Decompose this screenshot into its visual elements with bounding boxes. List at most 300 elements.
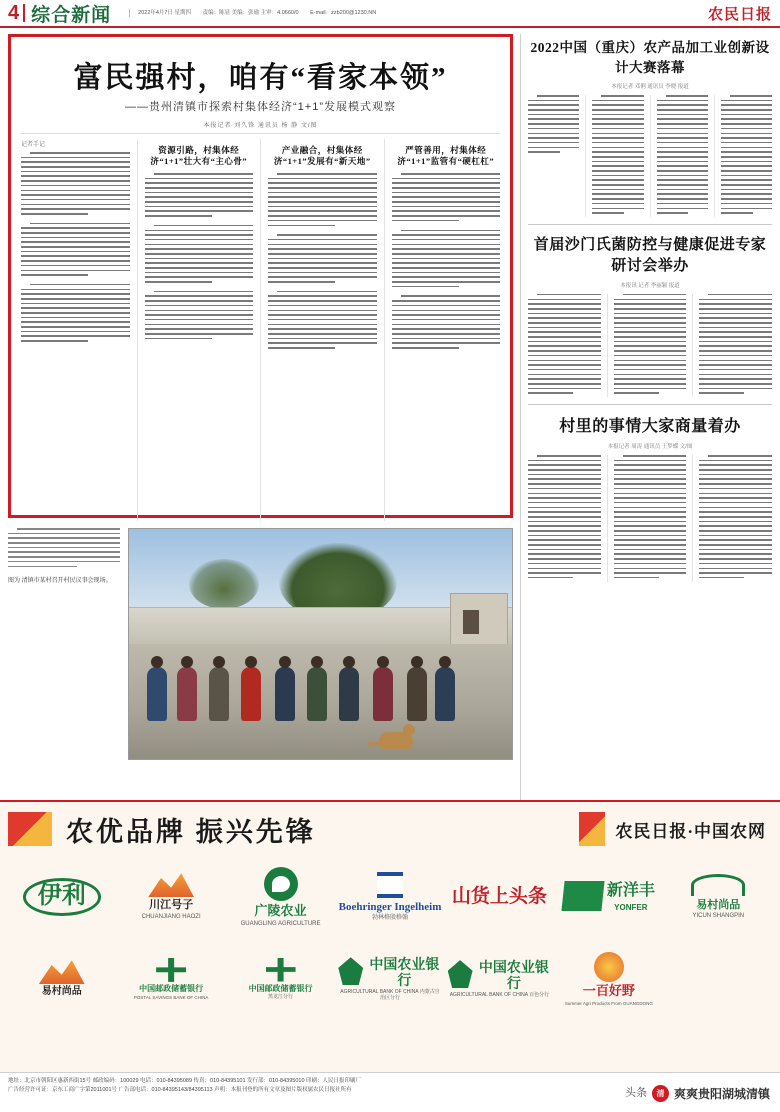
text-line xyxy=(392,262,501,264)
text-line xyxy=(392,300,501,302)
text-line xyxy=(721,128,772,130)
text-line xyxy=(528,568,601,570)
text-line xyxy=(528,308,601,310)
sponsor-logo-name: 广陵农业 xyxy=(254,902,307,918)
text-line xyxy=(614,327,687,329)
text-line xyxy=(528,104,579,106)
text-line xyxy=(392,196,501,198)
text-line xyxy=(699,525,772,527)
text-line xyxy=(145,338,212,340)
text-line xyxy=(21,157,130,159)
sponsor-logo[interactable] xyxy=(10,858,113,936)
text-line xyxy=(392,182,501,184)
advertisement-banner xyxy=(0,800,780,1072)
text-line xyxy=(145,201,254,203)
text-line xyxy=(268,244,377,246)
text-line xyxy=(528,118,579,120)
text-line xyxy=(401,173,501,175)
text-line xyxy=(145,210,254,212)
text-line xyxy=(657,165,708,167)
right-zone xyxy=(528,34,772,808)
text-line xyxy=(721,142,772,144)
sponsor-logo-grid xyxy=(0,856,780,1018)
masthead-divider xyxy=(23,4,25,22)
text-line xyxy=(8,542,120,544)
text-line xyxy=(528,493,601,495)
photo-person xyxy=(435,667,455,721)
text-line xyxy=(699,572,772,574)
text-line xyxy=(721,137,772,139)
text-line xyxy=(21,340,88,342)
text-line xyxy=(537,294,601,296)
text-line xyxy=(614,331,687,333)
text-line xyxy=(592,151,643,153)
sponsor-logo[interactable] xyxy=(338,940,441,1018)
text-line xyxy=(657,203,708,205)
text-line xyxy=(21,232,130,234)
text-line xyxy=(392,178,501,180)
text-line xyxy=(592,128,643,130)
sponsor-logo[interactable] xyxy=(448,940,551,1018)
text-line xyxy=(528,516,601,518)
watermark-prefix: 头条 xyxy=(624,1087,647,1100)
text-line xyxy=(21,237,130,239)
text-line xyxy=(699,378,772,380)
text-line xyxy=(657,104,708,106)
text-line xyxy=(392,333,501,335)
sponsor-logo-name: 中国农业银行 xyxy=(478,959,549,992)
text-line xyxy=(592,165,643,167)
text-line xyxy=(528,464,601,466)
feature-columns xyxy=(21,139,500,521)
left-zone xyxy=(8,34,513,808)
text-line xyxy=(392,220,459,222)
text-line xyxy=(614,388,687,390)
ad-header xyxy=(0,802,780,856)
text-line xyxy=(21,312,130,314)
text-line xyxy=(699,350,772,352)
text-line xyxy=(592,123,643,125)
feature-column-text xyxy=(145,173,254,339)
text-line xyxy=(657,184,708,186)
photo-house xyxy=(450,593,508,645)
text-line xyxy=(721,175,772,177)
text-line xyxy=(699,464,772,466)
text-line xyxy=(721,203,772,205)
text-line xyxy=(528,303,601,305)
text-line xyxy=(268,300,377,302)
text-line xyxy=(392,239,501,241)
text-line xyxy=(145,196,254,198)
sponsor-logo[interactable] xyxy=(448,858,551,936)
text-line xyxy=(614,336,687,338)
text-line xyxy=(614,511,687,513)
sun-icon xyxy=(594,952,624,982)
text-line xyxy=(145,324,254,326)
text-line xyxy=(614,488,687,490)
sponsor-logo-sub: Summer Agri Products From GUANGDONG xyxy=(564,1000,653,1006)
sponsor-logo-empty xyxy=(667,940,770,1018)
text-line xyxy=(21,166,130,168)
text-line xyxy=(708,294,772,296)
text-line xyxy=(614,507,687,509)
text-line xyxy=(21,175,130,177)
photo-person xyxy=(177,667,197,721)
text-line xyxy=(30,152,130,154)
text-line xyxy=(528,577,573,579)
text-line xyxy=(699,488,772,490)
section-title: 综合新闻 xyxy=(31,4,112,26)
text-line xyxy=(21,204,130,206)
text-line xyxy=(528,327,601,329)
text-line xyxy=(721,208,772,210)
text-line xyxy=(145,300,254,302)
column-divider xyxy=(520,34,521,808)
text-line xyxy=(657,118,708,120)
text-line xyxy=(145,187,254,189)
article-column xyxy=(585,95,643,217)
text-line xyxy=(537,95,579,97)
text-line xyxy=(145,276,254,278)
text-line xyxy=(268,262,377,264)
text-line xyxy=(528,507,601,509)
text-line xyxy=(614,355,687,357)
page-number: 4 xyxy=(8,2,20,24)
article-separator xyxy=(528,404,772,405)
text-line xyxy=(699,374,772,376)
text-line xyxy=(592,147,643,149)
article-column xyxy=(692,455,772,582)
text-line xyxy=(614,502,687,504)
sponsor-logo[interactable] xyxy=(119,940,222,1018)
text-line xyxy=(528,355,601,357)
text-line xyxy=(699,474,772,476)
text-line xyxy=(657,123,708,125)
text-line xyxy=(528,535,601,537)
text-line xyxy=(623,455,687,457)
text-line xyxy=(528,469,601,471)
text-line xyxy=(268,192,377,194)
sponsor-logo[interactable] xyxy=(557,940,660,1018)
text-line xyxy=(392,342,501,344)
feature-lead-label: 记者手记 xyxy=(21,142,46,148)
text-line xyxy=(21,270,130,272)
text-line xyxy=(528,558,601,560)
sponsor-logo-name: 中国农业银行 xyxy=(369,956,440,989)
text-line xyxy=(657,114,708,116)
text-line xyxy=(392,234,501,236)
feature-column xyxy=(260,139,377,521)
article-column xyxy=(607,294,687,397)
text-line xyxy=(528,322,601,324)
text-line xyxy=(657,189,708,191)
text-line xyxy=(145,258,254,260)
text-line xyxy=(268,239,377,241)
text-line xyxy=(699,521,772,523)
text-line xyxy=(268,281,335,283)
text-line xyxy=(392,248,501,250)
text-line xyxy=(21,298,130,300)
text-line xyxy=(528,147,579,149)
text-line xyxy=(699,530,772,532)
text-line xyxy=(528,137,579,139)
text-line xyxy=(657,147,708,149)
text-line xyxy=(592,156,643,158)
text-line xyxy=(145,230,254,232)
text-line xyxy=(392,258,501,260)
text-line xyxy=(392,338,501,340)
text-line xyxy=(614,493,687,495)
text-line xyxy=(268,258,377,260)
text-line xyxy=(21,260,130,262)
text-line xyxy=(21,185,130,187)
text-line xyxy=(592,179,643,181)
caption-signature: 图为 清镇市某村召开村民议事会现场。 xyxy=(8,578,112,585)
text-line xyxy=(614,483,687,485)
text-line xyxy=(145,262,254,264)
text-line xyxy=(699,568,772,570)
sponsor-logo-name: 易村尚品 xyxy=(41,986,82,998)
text-line xyxy=(528,360,601,362)
text-line xyxy=(699,493,772,495)
masthead-meta xyxy=(129,9,386,17)
text-line xyxy=(21,331,130,333)
text-line xyxy=(392,267,501,269)
text-line xyxy=(268,310,377,312)
text-line xyxy=(145,319,254,321)
text-line xyxy=(268,206,377,208)
text-line xyxy=(614,360,687,362)
text-line xyxy=(614,345,687,347)
text-line xyxy=(145,267,254,269)
text-line xyxy=(154,173,254,175)
sponsor-logo[interactable] xyxy=(10,940,113,1018)
ad-slogan: 农优品牌 振兴先锋 xyxy=(66,816,316,847)
text-line xyxy=(699,507,772,509)
text-line xyxy=(268,210,377,212)
text-line xyxy=(145,305,254,307)
photo-person xyxy=(307,667,327,721)
text-line xyxy=(657,208,708,210)
article-headline: 2022中国（重庆）农产品加工业创新设计大赛落幕 xyxy=(530,40,770,75)
text-line xyxy=(699,360,772,362)
text-line xyxy=(614,535,687,537)
ribbon-icon xyxy=(579,812,605,846)
right-article xyxy=(528,233,772,397)
text-line xyxy=(614,308,687,310)
text-line xyxy=(721,193,772,195)
text-line xyxy=(614,303,687,305)
article-byline: 本报讯 记者 李丽颖 报道 xyxy=(620,282,680,289)
text-line xyxy=(528,392,573,394)
text-line xyxy=(528,460,601,462)
text-line xyxy=(8,561,120,563)
text-line xyxy=(8,547,120,549)
text-line xyxy=(528,563,601,565)
text-line xyxy=(528,331,601,333)
sponsor-logo-name: Boehringer Ingelheim xyxy=(338,900,442,913)
text-line xyxy=(699,317,772,319)
text-line xyxy=(268,248,377,250)
footer-contact-info: 地址：北京市朝阳区惠新西街15号 邮政编码：100029 电话：010-84395089 传真：010-84395101 发行部：010-84395010 印刷：人民日报印刷厂 xyxy=(8,1078,362,1084)
feature-subtitle: 严管善用，村集体经济“1+1”监管有“硬杠杠” xyxy=(397,145,495,167)
text-line xyxy=(528,123,579,125)
text-line xyxy=(21,194,130,196)
text-line xyxy=(699,478,772,480)
text-line xyxy=(268,272,377,274)
text-line xyxy=(277,234,377,236)
mountain-icon xyxy=(148,873,194,897)
text-line xyxy=(699,544,772,546)
text-line xyxy=(614,350,687,352)
text-line xyxy=(699,345,772,347)
masthead-date: 2022年4月7日 星期四 xyxy=(138,9,192,16)
sponsor-logo-mark: 伊利 xyxy=(23,878,101,916)
text-line xyxy=(528,474,601,476)
text-line xyxy=(721,104,772,106)
text-line xyxy=(592,189,643,191)
text-line xyxy=(614,322,687,324)
sponsor-logo-name: 中国邮政储蓄银行 xyxy=(248,983,313,993)
text-line xyxy=(592,133,643,135)
right-article xyxy=(528,413,772,582)
text-line xyxy=(30,284,130,286)
text-line xyxy=(528,345,601,347)
feature-subheadline: ——贵州清镇市探索村集体经济“1+1”发展模式观察 xyxy=(125,101,396,113)
right-article xyxy=(528,36,772,217)
text-line xyxy=(614,317,687,319)
text-line xyxy=(21,317,130,319)
feature-column-text xyxy=(268,173,377,349)
text-line xyxy=(721,100,772,102)
text-line xyxy=(614,572,687,574)
ad-sub-slogan: 农民日报·中国农网 xyxy=(615,821,766,841)
text-line xyxy=(528,374,601,376)
text-line xyxy=(721,170,772,172)
sponsor-logo[interactable] xyxy=(229,940,332,1018)
text-line xyxy=(721,198,772,200)
feature-subtitle: 产业融合，村集体经济“1+1”发展有“新天地” xyxy=(273,145,371,167)
sponsor-logo[interactable] xyxy=(667,858,770,936)
text-line xyxy=(699,558,772,560)
sponsor-logo[interactable] xyxy=(119,858,222,936)
sponsor-logo[interactable] xyxy=(338,858,441,936)
article-byline: 本报记者 邓俐 通讯员 李晓 报道 xyxy=(611,84,689,90)
text-line xyxy=(145,206,254,208)
text-line xyxy=(268,319,377,321)
feature-photo xyxy=(128,528,513,760)
sponsor-logo[interactable] xyxy=(557,858,660,936)
photo-person xyxy=(147,667,167,721)
text-line xyxy=(21,303,130,305)
sponsor-logo-sub: 黑龙江分行 xyxy=(268,993,294,1000)
sponsor-logo-sub: AGRICULTURAL BANK OF CHINA 百色分行 xyxy=(449,992,550,999)
text-line xyxy=(699,549,772,551)
text-line xyxy=(528,299,601,301)
text-line xyxy=(657,128,708,130)
text-line xyxy=(145,295,254,297)
text-line xyxy=(21,190,130,192)
sponsor-logo-name: 川江号子 xyxy=(149,899,194,912)
text-line xyxy=(528,530,601,532)
text-line xyxy=(592,184,643,186)
text-line xyxy=(614,478,687,480)
text-line xyxy=(21,180,130,182)
sponsor-logo-name: 山货上头条 xyxy=(451,886,547,908)
sponsor-logo-sub: YICUN SHANGPIN xyxy=(692,913,745,920)
text-line xyxy=(721,151,772,153)
text-line xyxy=(592,170,643,172)
feature-subtitle: 资源引路，村集体经济“1+1”壮大有“主心骨” xyxy=(150,145,248,167)
text-line xyxy=(21,208,130,210)
text-line xyxy=(657,100,708,102)
text-line xyxy=(592,161,643,163)
article-column xyxy=(528,95,579,217)
text-line xyxy=(528,553,601,555)
text-line xyxy=(21,265,130,267)
text-line xyxy=(721,212,753,214)
text-line xyxy=(145,333,254,335)
text-line xyxy=(614,313,687,315)
bank-icon xyxy=(448,960,473,988)
text-line xyxy=(666,95,708,97)
text-line xyxy=(528,502,601,504)
text-line xyxy=(21,213,88,215)
article-headline: 村里的事情大家商量着办 xyxy=(559,418,741,435)
text-line xyxy=(401,295,501,297)
text-line xyxy=(721,123,772,125)
text-line xyxy=(721,114,772,116)
text-line xyxy=(392,215,501,217)
text-line xyxy=(21,241,130,243)
text-line xyxy=(614,521,687,523)
text-line xyxy=(392,244,501,246)
text-line xyxy=(699,483,772,485)
text-line xyxy=(614,558,687,560)
text-line xyxy=(145,281,212,283)
text-line xyxy=(528,142,579,144)
text-line xyxy=(528,114,579,116)
text-line xyxy=(528,388,601,390)
sponsor-logo-sub: 勃林格殷格翰 xyxy=(371,915,408,922)
text-line xyxy=(721,161,772,163)
text-line xyxy=(145,248,254,250)
text-line xyxy=(592,212,624,214)
text-line xyxy=(699,327,772,329)
leaf-icon xyxy=(264,867,298,901)
text-line xyxy=(699,308,772,310)
text-line xyxy=(614,577,659,579)
text-line xyxy=(21,227,130,229)
text-line xyxy=(592,203,643,205)
sponsor-logo[interactable] xyxy=(229,858,332,936)
text-line xyxy=(614,497,687,499)
sponsor-logo-sub: AGRICULTURAL BANK OF CHINA 内蒙古自治区分行 xyxy=(340,989,440,1002)
text-line xyxy=(614,469,687,471)
text-line xyxy=(21,171,130,173)
text-line xyxy=(592,198,643,200)
text-line xyxy=(657,198,708,200)
text-line xyxy=(528,313,601,315)
text-line xyxy=(268,295,377,297)
text-line xyxy=(268,253,377,255)
text-line xyxy=(145,178,254,180)
text-line xyxy=(699,511,772,513)
text-line xyxy=(721,147,772,149)
text-line xyxy=(392,206,501,208)
text-line xyxy=(699,539,772,541)
photo-person xyxy=(339,667,359,721)
